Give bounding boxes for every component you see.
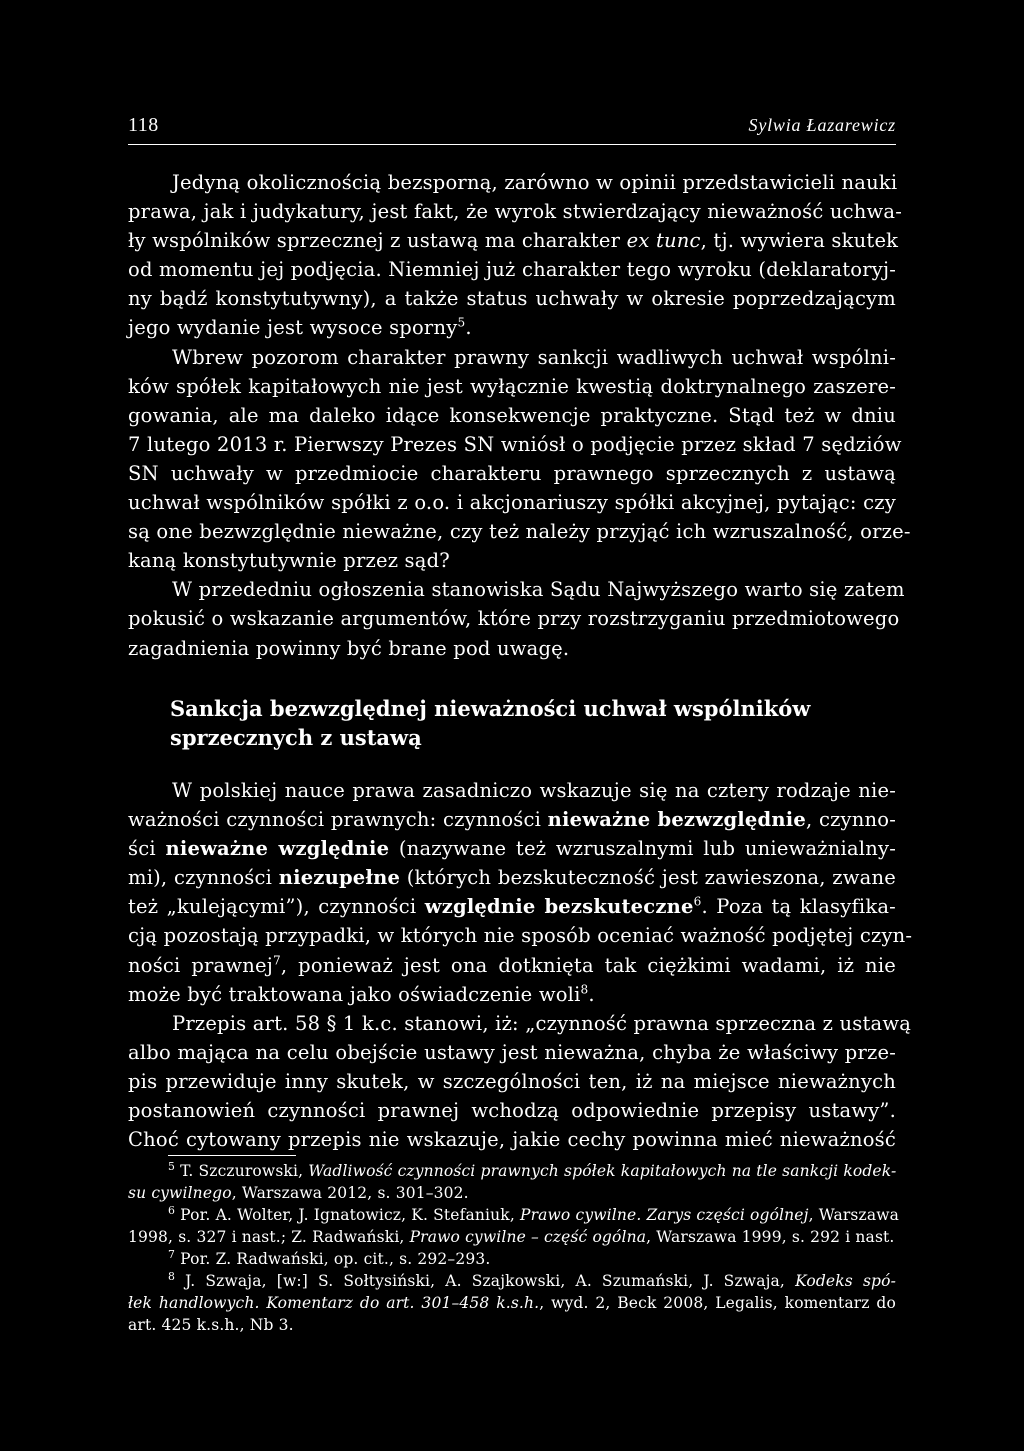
text-line: ważności czynności prawnych: czynności nieważne bezwzględnie, czynno- [128,808,897,832]
text-line: od momentu jej podjęcia. Niemniej już charakter tego wyroku (deklaratoryj- [128,258,896,282]
text-line: uchwał wspólników spółki z o.o. i akcjonariuszy spółki akcyjnej, pytając: czy [128,491,896,515]
text-line: Jedyną okolicznością bezsporną, zarówno w opinii przedstawicieli nauki [172,171,898,194]
footnote-line: art. 425 k.s.h., Nb 3. [128,1316,294,1334]
footnote-ref-5[interactable]: 5 [457,315,466,330]
emphasis-ex-tunc: ex tunc [626,229,701,253]
footnote-7 [128,1248,896,1270]
section-heading-line-2: sprzecznych z ustawą [170,725,422,750]
running-header [128,114,896,145]
footnote-line: $^6$ Por. A. Wolter, J. Ignatowicz, K. Stefaniuk, Prawo cywilne. Zarys części ogólnej, Warszawa [168,1203,900,1224]
footnote-number: 8 [168,1269,176,1283]
page-number: 118 [128,114,159,136]
footnote-line: $^7$ Por. Z. Radwański, op. cit., s. 292–293. [168,1247,491,1268]
footnote-number: 6 [168,1203,176,1217]
text-line: Przepis art. 58 § 1 k.c. stanowi, iż: „czynność prawna sprzeczna z ustawą [172,1011,912,1035]
text-line: ków spółek kapitałowych nie jest wyłącznie kwestią doktrynalnego zaszere- [128,374,896,398]
paragraph-3 [128,575,905,662]
paragraph-1 [128,168,902,343]
text-line: pis przewiduje inny skutek, w szczególności ten, iż na miejsce nieważnych [128,1069,896,1093]
text-line: postanowień czynności prawnej wchodzą odpowiednie przepisy ustawy”. [128,1099,896,1123]
footnote-6 [128,1203,900,1248]
body-text-top [128,168,911,663]
term-bold: niezupełne [278,866,401,890]
running-header-author: Sylwia Łazarewicz [748,115,896,135]
footnote-line: 1998, s. 327 i nast.; Z. Radwański, Prawo cywilne – część ogólna, Warszawa 1999, s. 292 i nast. [128,1228,895,1246]
footnote-ref-6[interactable]: 6 [693,894,702,909]
section-heading [170,694,890,752]
text-line: Wbrew pozorom charakter prawny sankcji wadliwych uchwał wspólni- [172,345,896,369]
text-line: ności prawnej$^7$, ponieważ jest ona dotknięta tak ciężkimi wadami, iż nie [128,953,896,977]
term-bold: względnie bezskuteczne [424,895,694,919]
text-line: pokusić o wskazanie argumentów, które przy rozstrzyganiu przedmiotowego [128,607,900,631]
text-line: ły wspólników sprzecznej z ustawą ma charakter ex tunc, tj. wywiera skutek [128,229,899,253]
text-line: SN uchwały w przedmiocie charakteru prawnego sprzecznych z ustawą [128,461,896,485]
text-line: mi), czynności niezupełne (których bezskuteczność jest zawieszona, zwane [128,866,896,890]
term-bold: nieważne względnie [165,837,390,861]
footnote-ref-7[interactable]: 7 [273,953,281,968]
text-line: ści nieważne względnie (nazywane też wzruszalnymi lub unieważnialny- [128,837,896,861]
text-line: W polskiej nauce prawa zasadniczo wskazuje się na cztery rodzaje nie- [172,779,896,802]
footnote-number: 5 [168,1159,176,1173]
body-text-bottom [128,776,913,1154]
footnote-5 [128,1160,896,1204]
footnote-8 [128,1270,896,1336]
text-line: są one bezwzględnie nieważne, czy też należy przyjąć ich wzruszalność, orze- [128,520,911,544]
footnotes [128,1159,900,1336]
text-line: kaną konstytutywnie przez sąd? [128,549,450,573]
text-line: jego wydanie jest wysoce sporny$^5$. [128,315,472,340]
text-line: też „kulejącymi”), czynności względnie bezskuteczne$^6$. Poza tą klasyfika- [128,894,896,919]
footnote-line: $^5$ T. Szczurowski, Wadliwość czynności prawnych spółek kapitałowych na tle sankcji kodek- [168,1159,897,1180]
text-line: gowania, ale ma daleko idące konsekwencje praktyczne. Stąd też w dniu [128,403,896,427]
footnote-number: 7 [168,1247,176,1261]
paragraph-5 [128,1009,912,1154]
footnote-divider [168,1155,296,1156]
section-heading-line-1: Sankcja bezwzględnej nieważności uchwał wspólników [170,696,811,721]
paragraph-2 [128,343,911,576]
footnote-line: $^8$ J. Szwaja, [w:] S. Sołtysiński, A. Szajkowski, A. Szumański, J. Szwaja, Kodeks spó- [168,1269,896,1290]
footnote-line: łek handlowych. Komentarz do art. 301–458 k.s.h., wyd. 2, Beck 2008, Legalis, komentarz do [128,1294,896,1312]
footnote-line: su cywilnego, Warszawa 2012, s. 301–302. [128,1184,469,1202]
text-line: może być traktowana jako oświadczenie woli$^8$. [128,982,595,1006]
text-line: prawa, jak i judykatury, jest fakt, że wyrok stwierdzający nieważność uchwa- [128,200,902,224]
text-line: cją pozostają przypadki, w których nie sposób oceniać ważność podjętej czyn- [128,924,913,948]
term-bold: nieważne bezwzględnie [547,808,806,832]
text-line: albo mająca na celu obejście ustawy jest nieważna, chyba że właściwy prze- [128,1040,896,1064]
text-line: zagadnienia powinny być brane pod uwagę. [128,636,570,660]
text-line: W przededniu ogłoszenia stanowiska Sądu Najwyższego warto się zatem [172,578,905,602]
text-line: 7 lutego 2013 r. Pierwszy Prezes SN wniósł o podjęcie przez skład 7 sędziów [128,432,902,456]
text-line: ny bądź konstytutywny), a także status uchwały w okresie poprzedzającym [128,287,896,311]
text-line: Choć cytowany przepis nie wskazuje, jakie cechy powinna mieć nieważność [128,1128,896,1152]
paragraph-4 [128,776,913,1009]
footnote-ref-8[interactable]: 8 [580,982,589,997]
